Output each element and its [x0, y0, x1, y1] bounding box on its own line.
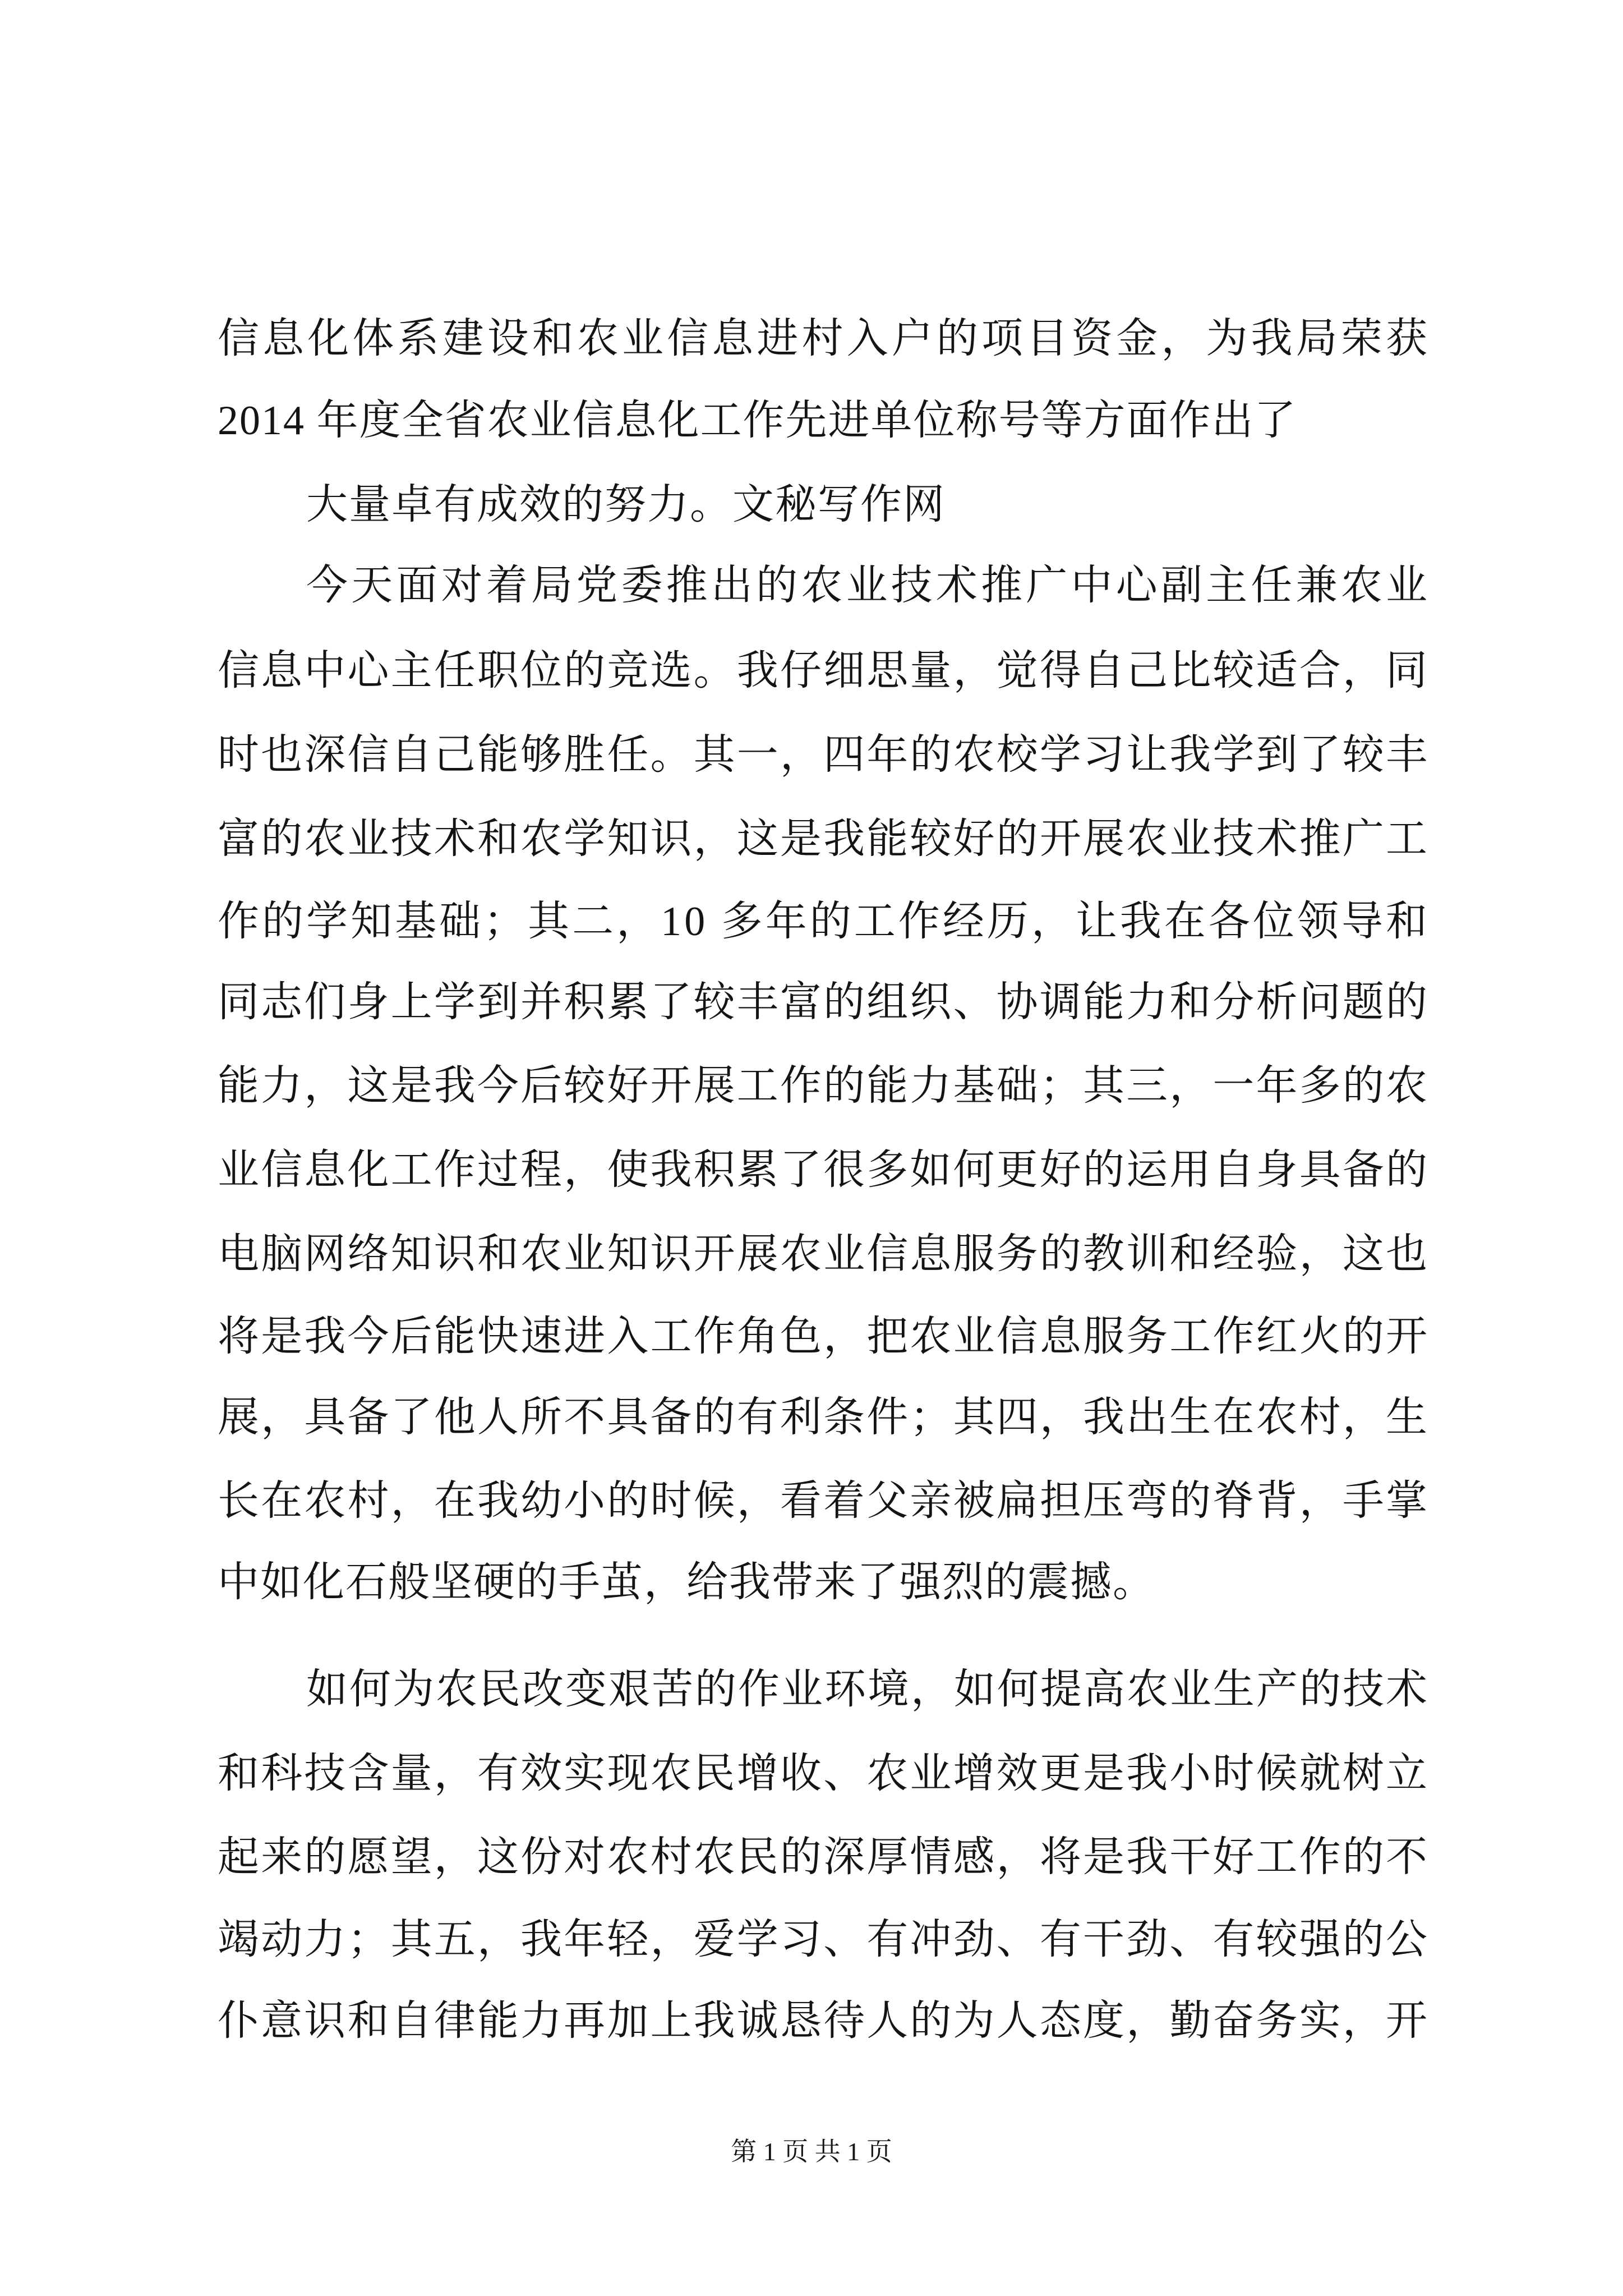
paragraph-line: 能力，这是我今后较好开展工作的能力基础；其三，一年多的农	[218, 1063, 1430, 1109]
paragraph-line: 2014 年度全省农业信息化工作先进单位称号等方面作出了	[218, 398, 1297, 444]
paragraph-line: 富的农业技术和农学知识，这是我能较好的开展农业技术推广工	[218, 816, 1430, 862]
paragraph-line: 大量卓有成效的努力。文秘写作网	[306, 482, 946, 528]
paragraph-line: 同志们身上学到并积累了较丰富的组织、协调能力和分析问题的	[218, 979, 1430, 1025]
page-number-footer: 第 1 页 共 1 页	[731, 2137, 892, 2166]
paragraph-line: 时也深信自己能够胜任。其一，四年的农校学习让我学到了较丰	[218, 732, 1430, 778]
paragraph-line: 今天面对着局党委推出的农业技术推广中心副主任兼农业	[306, 563, 1431, 609]
paragraph-line: 作的学知基础；其二，10 多年的工作经历，让我在各位领导和	[218, 899, 1431, 945]
paragraph-line: 长在农村，在我幼小的时候，看着父亲被扁担压弯的脊背，手掌	[218, 1478, 1430, 1524]
paragraph-line: 将是我今后能快速进入工作角色，把农业信息服务工作红火的开	[218, 1314, 1430, 1360]
paragraph-line: 信息中心主任职位的竞选。我仔细思量，觉得自己比较适合，同	[218, 648, 1430, 694]
paragraph-line: 和科技含量，有效实现农民增收、农业增效更是我小时候就树立	[218, 1751, 1430, 1797]
paragraph-line: 展，具备了他人所不具备的有利条件；其四，我出生在农村，生	[218, 1395, 1430, 1441]
paragraph-line: 竭动力；其五，我年轻，爱学习、有冲劲、有干劲、有较强的公	[218, 1917, 1430, 1963]
paragraph-line: 中如化石般坚硬的手茧，给我带来了强烈的震撼。	[218, 1559, 1155, 1605]
paragraph-line: 电脑网络知识和农业知识开展农业信息服务的教训和经验，这也	[218, 1231, 1430, 1277]
paragraph-line: 起来的愿望，这份对农村农民的深厚情感，将是我干好工作的不	[218, 1834, 1430, 1880]
paragraph-line: 仆意识和自律能力再加上我诚恳待人的为人态度，勤奋务实，开	[218, 1998, 1430, 2044]
paragraph-line: 如何为农民改变艰苦的作业环境，如何提高农业生产的技术	[306, 1667, 1429, 1713]
paragraph-line: 信息化体系建设和农业信息进村入户的项目资金，为我局荣获	[218, 316, 1431, 362]
paragraph-line: 业信息化工作过程，使我积累了很多如何更好的运用自身具备的	[218, 1147, 1430, 1193]
